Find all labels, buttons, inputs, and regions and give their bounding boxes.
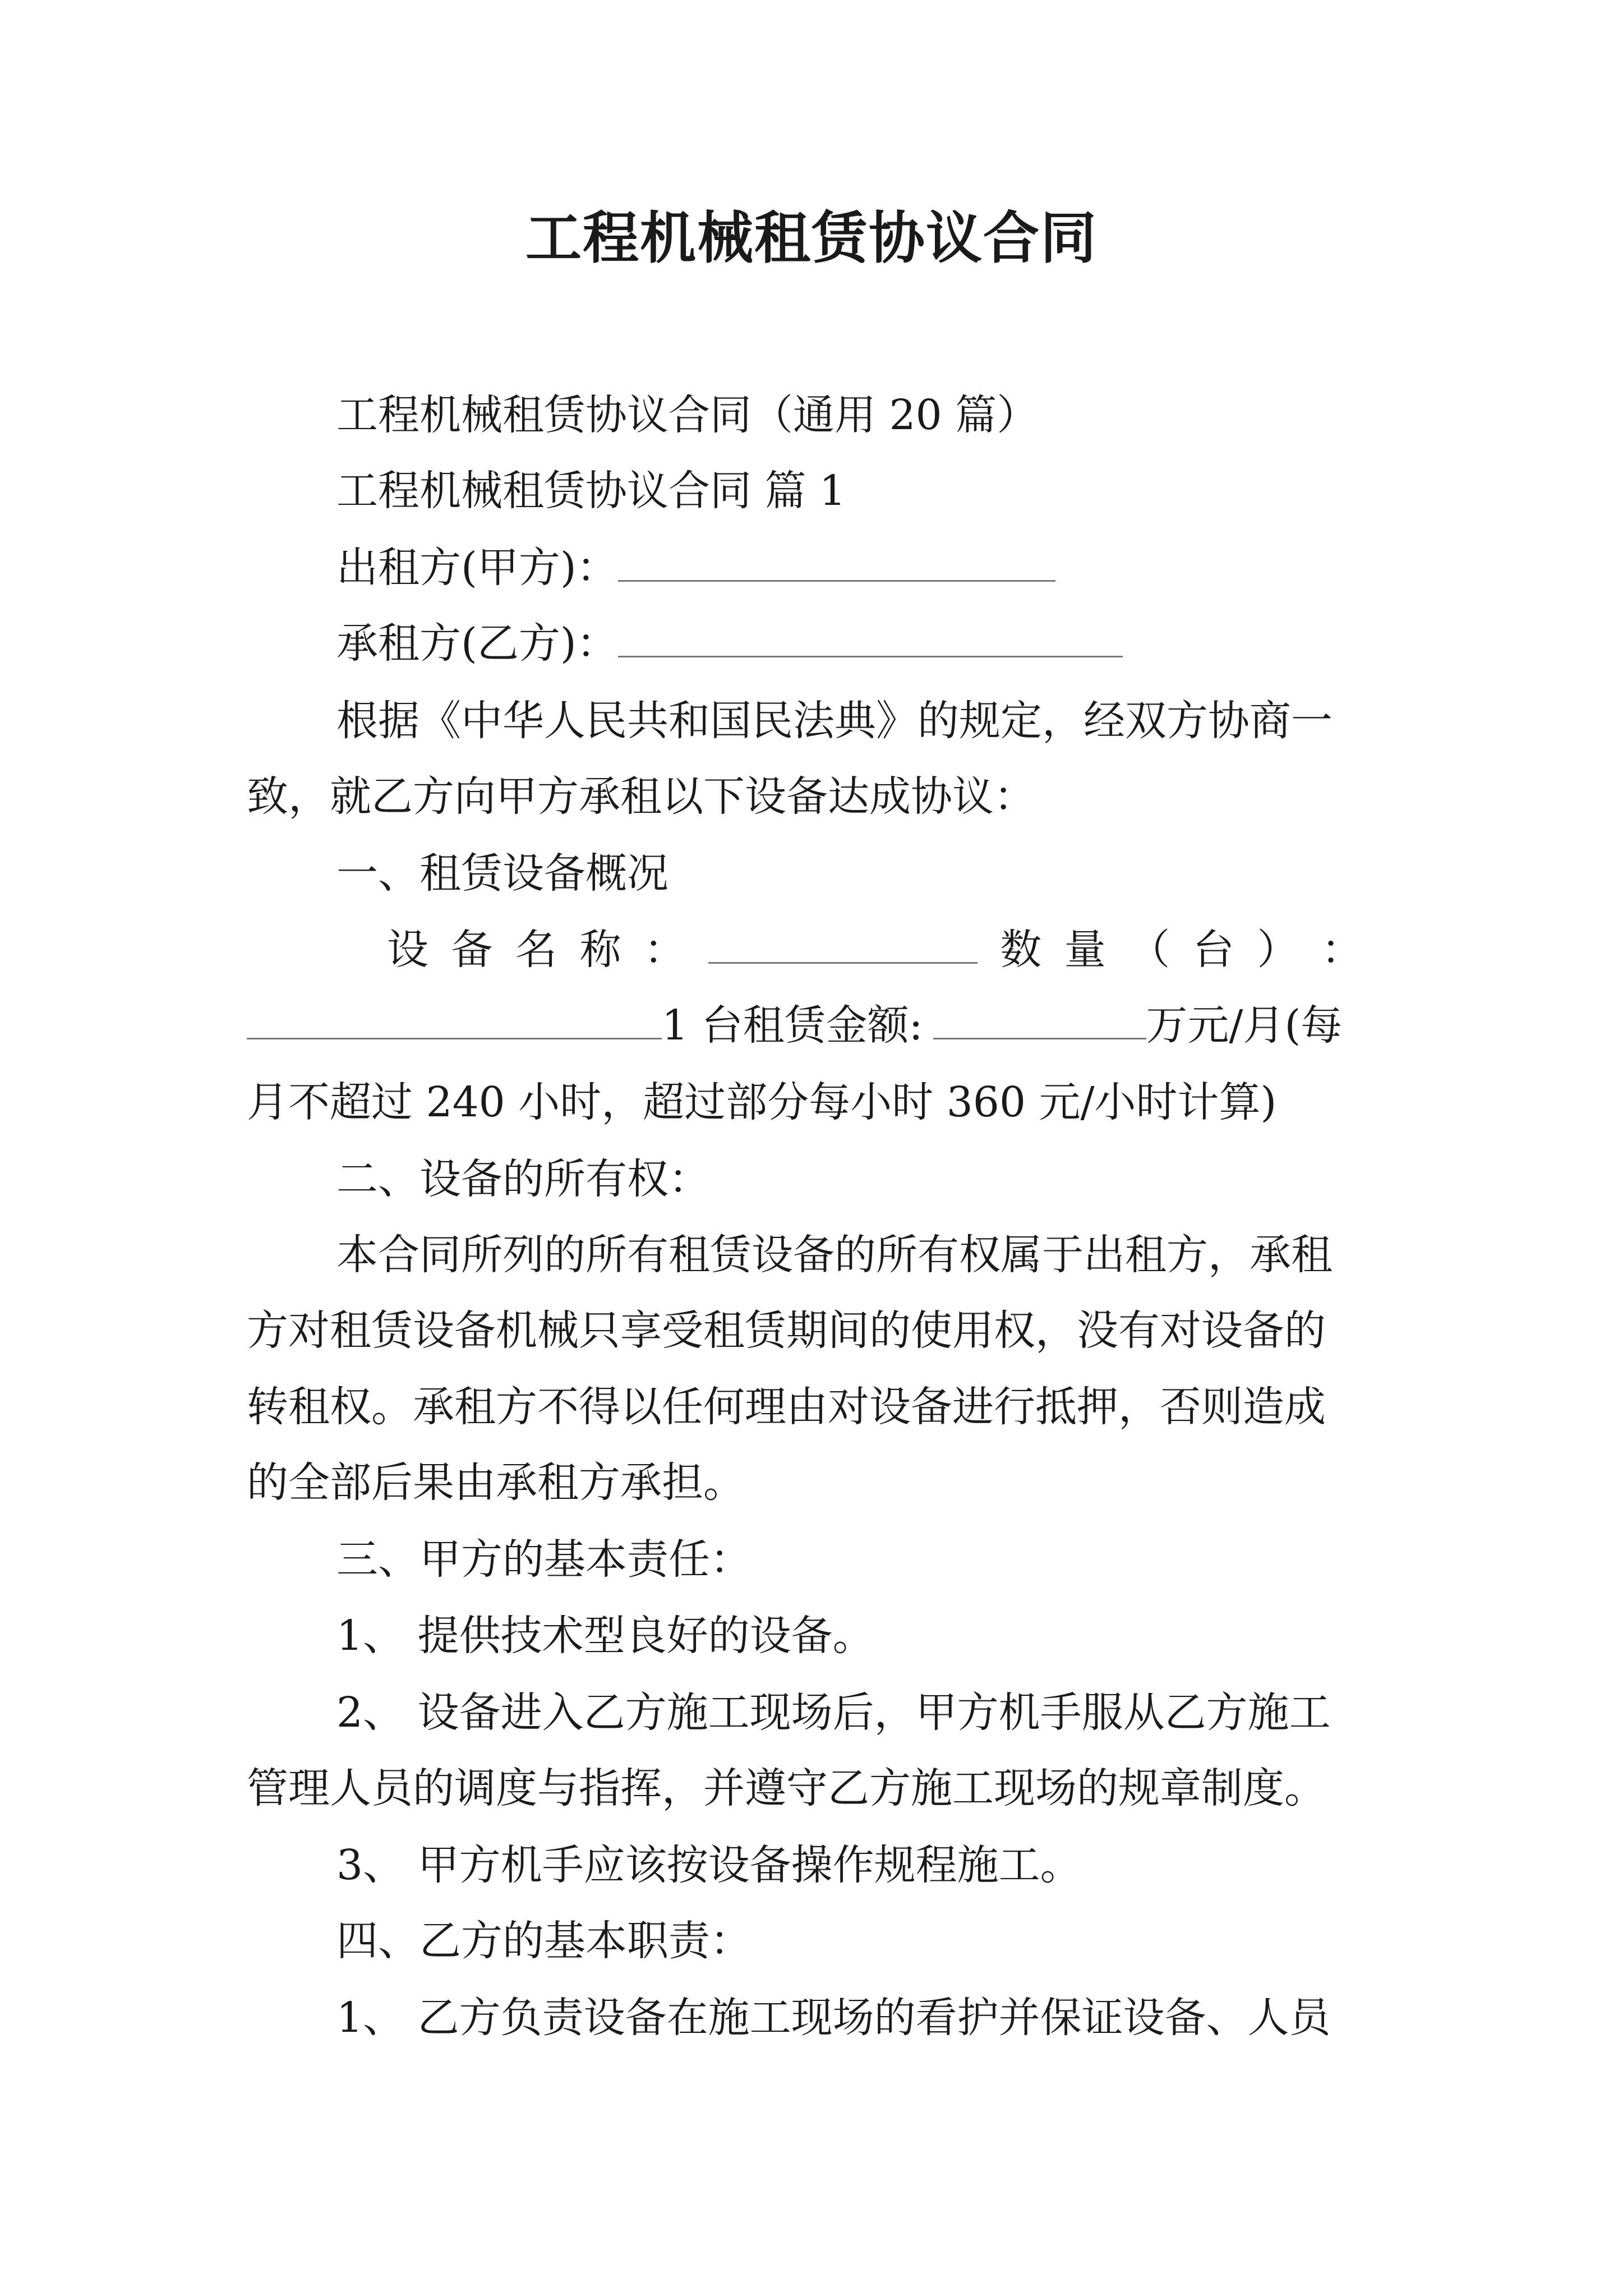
quantity-label-char: 数	[1000, 926, 1042, 974]
section-3-item-1: 1、 提供技术型良好的设备。	[336, 1612, 874, 1660]
quantity-label-char: 台	[1192, 926, 1234, 974]
section-3-item-3: 3、 甲方机手应该按设备操作规程施工。	[336, 1841, 1082, 1889]
lessee-label: 承租方(乙方)：	[336, 619, 618, 668]
equipment-name-label-char: 称	[579, 926, 621, 974]
section-2-heading: 二、设备的所有权：	[336, 1155, 710, 1203]
section-3-item-2-line-1: 2、 设备进入乙方施工现场后，甲方机手服从乙方施工	[336, 1688, 1331, 1737]
equipment-line	[387, 922, 1363, 978]
quantity-label-char: （	[1128, 926, 1170, 974]
equipment-name-label-char: ：	[644, 926, 686, 974]
rent-line	[247, 997, 1391, 1053]
lessor-blank[interactable]	[618, 544, 1055, 582]
lessor-label: 出租方(甲方)：	[336, 544, 618, 592]
chapter-line: 工程机械租赁协议合同 篇 1	[336, 467, 846, 515]
document-title: 工程机械租赁协议合同	[525, 205, 1098, 271]
equipment-name-label-char: 备	[451, 926, 493, 974]
quantity-label-char: ）	[1257, 926, 1299, 974]
equipment-name-label-char: 名	[515, 926, 557, 974]
lessor-line	[336, 540, 1391, 596]
section-3-heading: 三、甲方的基本责任：	[336, 1535, 751, 1584]
quantity-label-char: 量	[1064, 926, 1106, 974]
rent-note-line: 月不超过 240 小时，超过部分每小时 360 元/小时计算)	[247, 1078, 1277, 1126]
intro-line-1: 根据《中华人民共和国民法典》的规定，经双方协商一	[336, 697, 1332, 745]
lessee-blank[interactable]	[618, 620, 1123, 657]
intro-line-2: 致，就乙方向甲方承租以下设备达成协议：	[247, 772, 1035, 821]
subtitle-line: 工程机械租赁协议合同（通用 20 篇）	[336, 391, 1039, 439]
section-4-item-1: 1、 乙方负责设备在施工现场的看护并保证设备、人员	[336, 1994, 1331, 2042]
rent-unit: 万元/月(每	[1146, 1001, 1343, 1050]
rent-amount-blank[interactable]	[933, 1002, 1146, 1039]
section-2-para-line-3: 转租权。承租方不得以任何理由对设备进行抵押，否则造成	[247, 1383, 1326, 1431]
section-1-heading: 一、租赁设备概况	[336, 849, 668, 898]
equipment-name-label-char: 设	[387, 926, 428, 974]
section-2-para-line-1: 本合同所列的所有租赁设备的所有权属于出租方，承租	[336, 1231, 1332, 1279]
section-4-heading: 四、乙方的基本职责：	[336, 1917, 751, 1965]
rent-text: 1 台租赁金额:	[662, 1001, 923, 1050]
section-2-para-line-2: 方对租赁设备机械只享受租赁期间的使用权，没有对设备的	[247, 1306, 1326, 1355]
equipment-name-blank[interactable]	[708, 926, 978, 964]
lessee-line	[336, 615, 1391, 671]
quantity-blank[interactable]	[247, 1002, 662, 1039]
quantity-label-char: ：	[1321, 926, 1363, 974]
section-2-para-line-4: 的全部后果由承租方承担。	[247, 1458, 745, 1507]
section-3-item-2-line-2: 管理人员的调度与指挥，并遵守乙方施工现场的规章制度。	[247, 1764, 1326, 1812]
